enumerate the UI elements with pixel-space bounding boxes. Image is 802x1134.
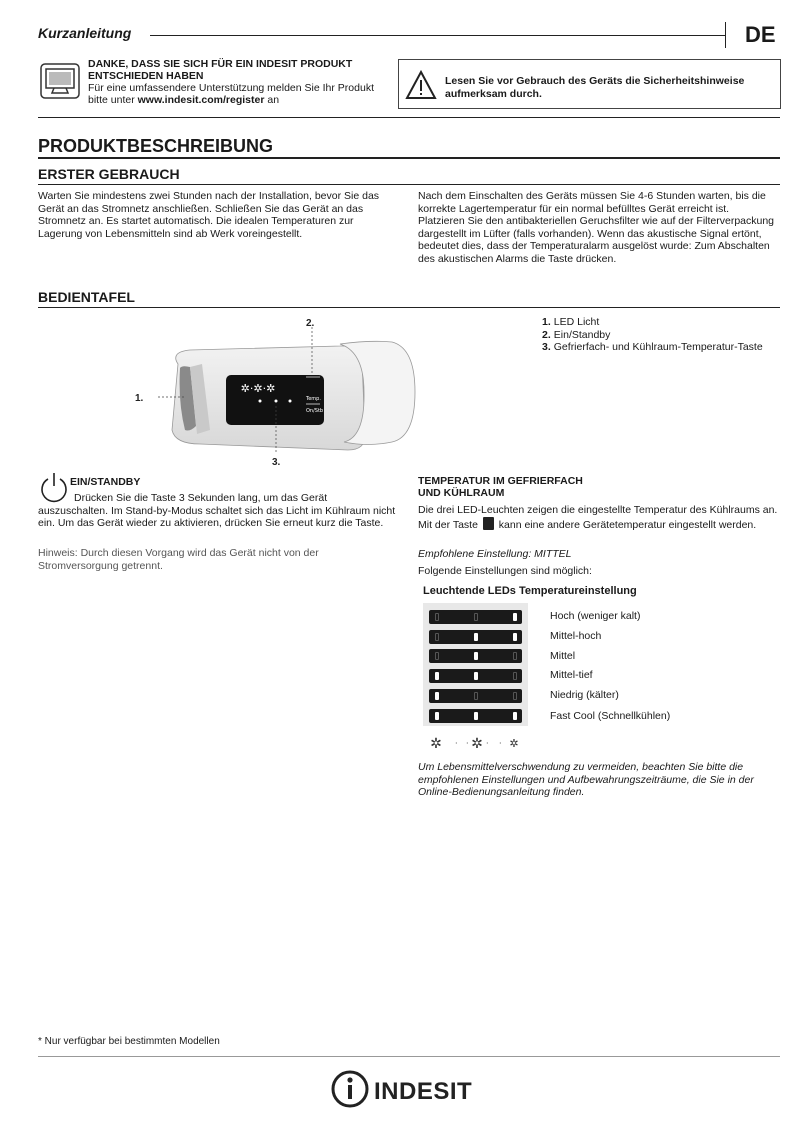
standby-body: Drücken Sie die Taste 3 Sekunden lang, um das Gerät auszuschalten. Im Stand-by-Modus schaltet sich das Licht im Kühlraum nicht ein. Um das Gerät wieder zu aktivieren, drücken Sie erneut kurz die Taste. <box>38 492 396 529</box>
food-waste-note: Um Lebensmittelverschwendung zu vermeiden, beachten Sie bitte die empfohlenen Einstellungen und Aufbewahrungszeiträume, die Sie in der Online-Bedienungsanleitung finden. <box>418 761 754 798</box>
led-row <box>429 610 522 624</box>
legend-item: 2. Ein/Standby <box>542 328 611 341</box>
callout-2: 2. <box>306 318 315 329</box>
section-title: PRODUKTBESCHREIBUNG <box>38 136 274 156</box>
led-table <box>423 603 528 726</box>
doc-title: Kurzanleitung <box>38 25 132 41</box>
setting-label: Mittel-tief <box>550 669 593 681</box>
led-off <box>513 672 517 680</box>
led-on <box>474 712 478 720</box>
svg-text:·: · <box>466 739 469 748</box>
svg-text:·: · <box>499 739 502 748</box>
led-on <box>435 712 439 720</box>
recommended-setting: Empfohlene Einstellung: MITTEL <box>418 548 572 560</box>
callout-1: 1. <box>135 393 144 404</box>
led-on <box>513 633 517 641</box>
led-on <box>474 672 478 680</box>
footer-rule <box>38 1056 780 1057</box>
led-off <box>513 652 517 660</box>
language-code: DE <box>745 22 776 47</box>
led-on <box>474 633 478 641</box>
control-panel-illustration <box>130 312 420 472</box>
legend-item: 1. LED Licht <box>542 316 600 328</box>
panel-legend <box>542 316 782 354</box>
svg-text:·: · <box>455 739 458 748</box>
setting-label: Hoch (weniger kalt) <box>550 610 641 622</box>
warning-icon <box>405 70 437 100</box>
thanks-heading-1: DANKE, DASS SIE SICH FÜR EIN INDESIT PRODUKT <box>88 58 353 70</box>
indesit-logo <box>330 1069 490 1109</box>
standby-title: EIN/STANDBY <box>70 476 141 488</box>
legend-item: 3. Gefrierfach- und Kühlraum-Temperatur-Taste <box>542 341 763 353</box>
led-on <box>435 672 439 680</box>
led-off <box>435 633 439 641</box>
setting-label: Fast Cool (Schnellkühlen) <box>550 710 671 722</box>
snowflake-icon: ✲ <box>509 737 519 750</box>
led-off <box>513 692 517 700</box>
first-use-text-right: Nach dem Einschalten des Geräts müssen Sie 4-6 Stunden warten, bis die korrekte Lagertemperatur für ein normal befülltes Gerät erreicht ist. Platzieren Sie den antibakteriellen Geruchsfilter wie auf der Filterverpackung dargestellt im Lüfter (falls vorhanden). Wenn das akustische Signal ertönt, bedeutet dies, dass der Temperaturalarm ausgelöst wurde: Zum Abschalten des akustischen Alarms die Taste drücken. <box>418 190 775 265</box>
led-row <box>429 669 522 683</box>
brand-name: INDESIT <box>374 1078 473 1105</box>
led-on <box>513 613 517 621</box>
led-off <box>474 613 478 621</box>
header-rule <box>150 35 725 36</box>
led-row <box>429 709 522 723</box>
temperature-title: TEMPERATUR IM GEFRIERFACH UND KÜHLRAUM <box>418 475 583 499</box>
panel-label-temp: Temp. <box>306 396 321 402</box>
setting-label: Mittel-hoch <box>550 630 602 642</box>
footnote: * Nur verfügbar bei bestimmten Modellen <box>38 1036 220 1047</box>
led-on <box>474 652 478 660</box>
led-row <box>429 689 522 703</box>
setting-label: Niedrig (kälter) <box>550 689 619 701</box>
led-off <box>474 692 478 700</box>
snowflake-indicators <box>428 734 528 752</box>
control-panel-title: BEDIENTAFEL <box>38 289 135 305</box>
led-table-header: Leuchtende LEDs Temperatureinstellung <box>423 585 637 597</box>
control-panel-rule <box>38 307 780 308</box>
warning-text: Lesen Sie vor Gebrauch des Geräts die Sicherheitshinweise aufmerksam durch. <box>445 75 745 100</box>
thanks-body: Für eine umfassendere Unterstützung melden Sie Ihr Produkt bitte unter www.indesit.com/register an <box>88 82 374 106</box>
setting-label: Mittel <box>550 650 576 662</box>
callout-3: 3. <box>272 457 281 468</box>
register-link[interactable]: www.indesit.com/register <box>137 94 265 106</box>
led-row <box>429 630 522 644</box>
thanks-block <box>88 58 378 106</box>
monitor-icon <box>40 63 80 99</box>
first-use-title: ERSTER GEBRAUCH <box>38 166 180 182</box>
temperature-body: Die drei LED-Leuchten zeigen die eingestellte Temperatur des Kühlraums an. Mit der Taste kann eine andere Gerätetemperatur eingestellt werden. <box>418 504 778 531</box>
svg-text:·: · <box>486 739 489 748</box>
first-use-rule <box>38 184 780 185</box>
panel-label-power: On/Stb <box>306 408 324 414</box>
temperature-key-icon <box>483 517 494 530</box>
possible-settings-intro: Folgende Einstellungen sind möglich: <box>418 565 592 577</box>
led-off <box>435 652 439 660</box>
led-off <box>435 613 439 621</box>
led-on <box>513 712 517 720</box>
header-tick <box>725 22 726 48</box>
first-use-text-left: Warten Sie mindestens zwei Stunden nach der Installation, bevor Sie das Gerät an das Stromnetz anschließen. Schließen Sie das Gerät an das Stromnetz an. Es startet automatisch. Die idealen Temperaturen zur Lagerung von Lebensmitteln sind ab Werk voreingestellt. <box>38 190 380 240</box>
section-divider <box>38 117 780 118</box>
snowflake-icon: ✲ <box>471 736 483 752</box>
snowflake-icon: ✲ <box>430 736 442 752</box>
led-row <box>429 649 522 663</box>
thanks-heading-2: ENTSCHIEDEN HABEN <box>88 70 204 82</box>
section-title-rule <box>38 157 780 159</box>
led-on <box>435 692 439 700</box>
svg-text:✲·✲·✲: ✲·✲·✲ <box>240 382 276 395</box>
standby-note: Hinweis: Durch diesen Vorgang wird das Gerät nicht von der Stromversorgung getrennt. <box>38 547 319 572</box>
